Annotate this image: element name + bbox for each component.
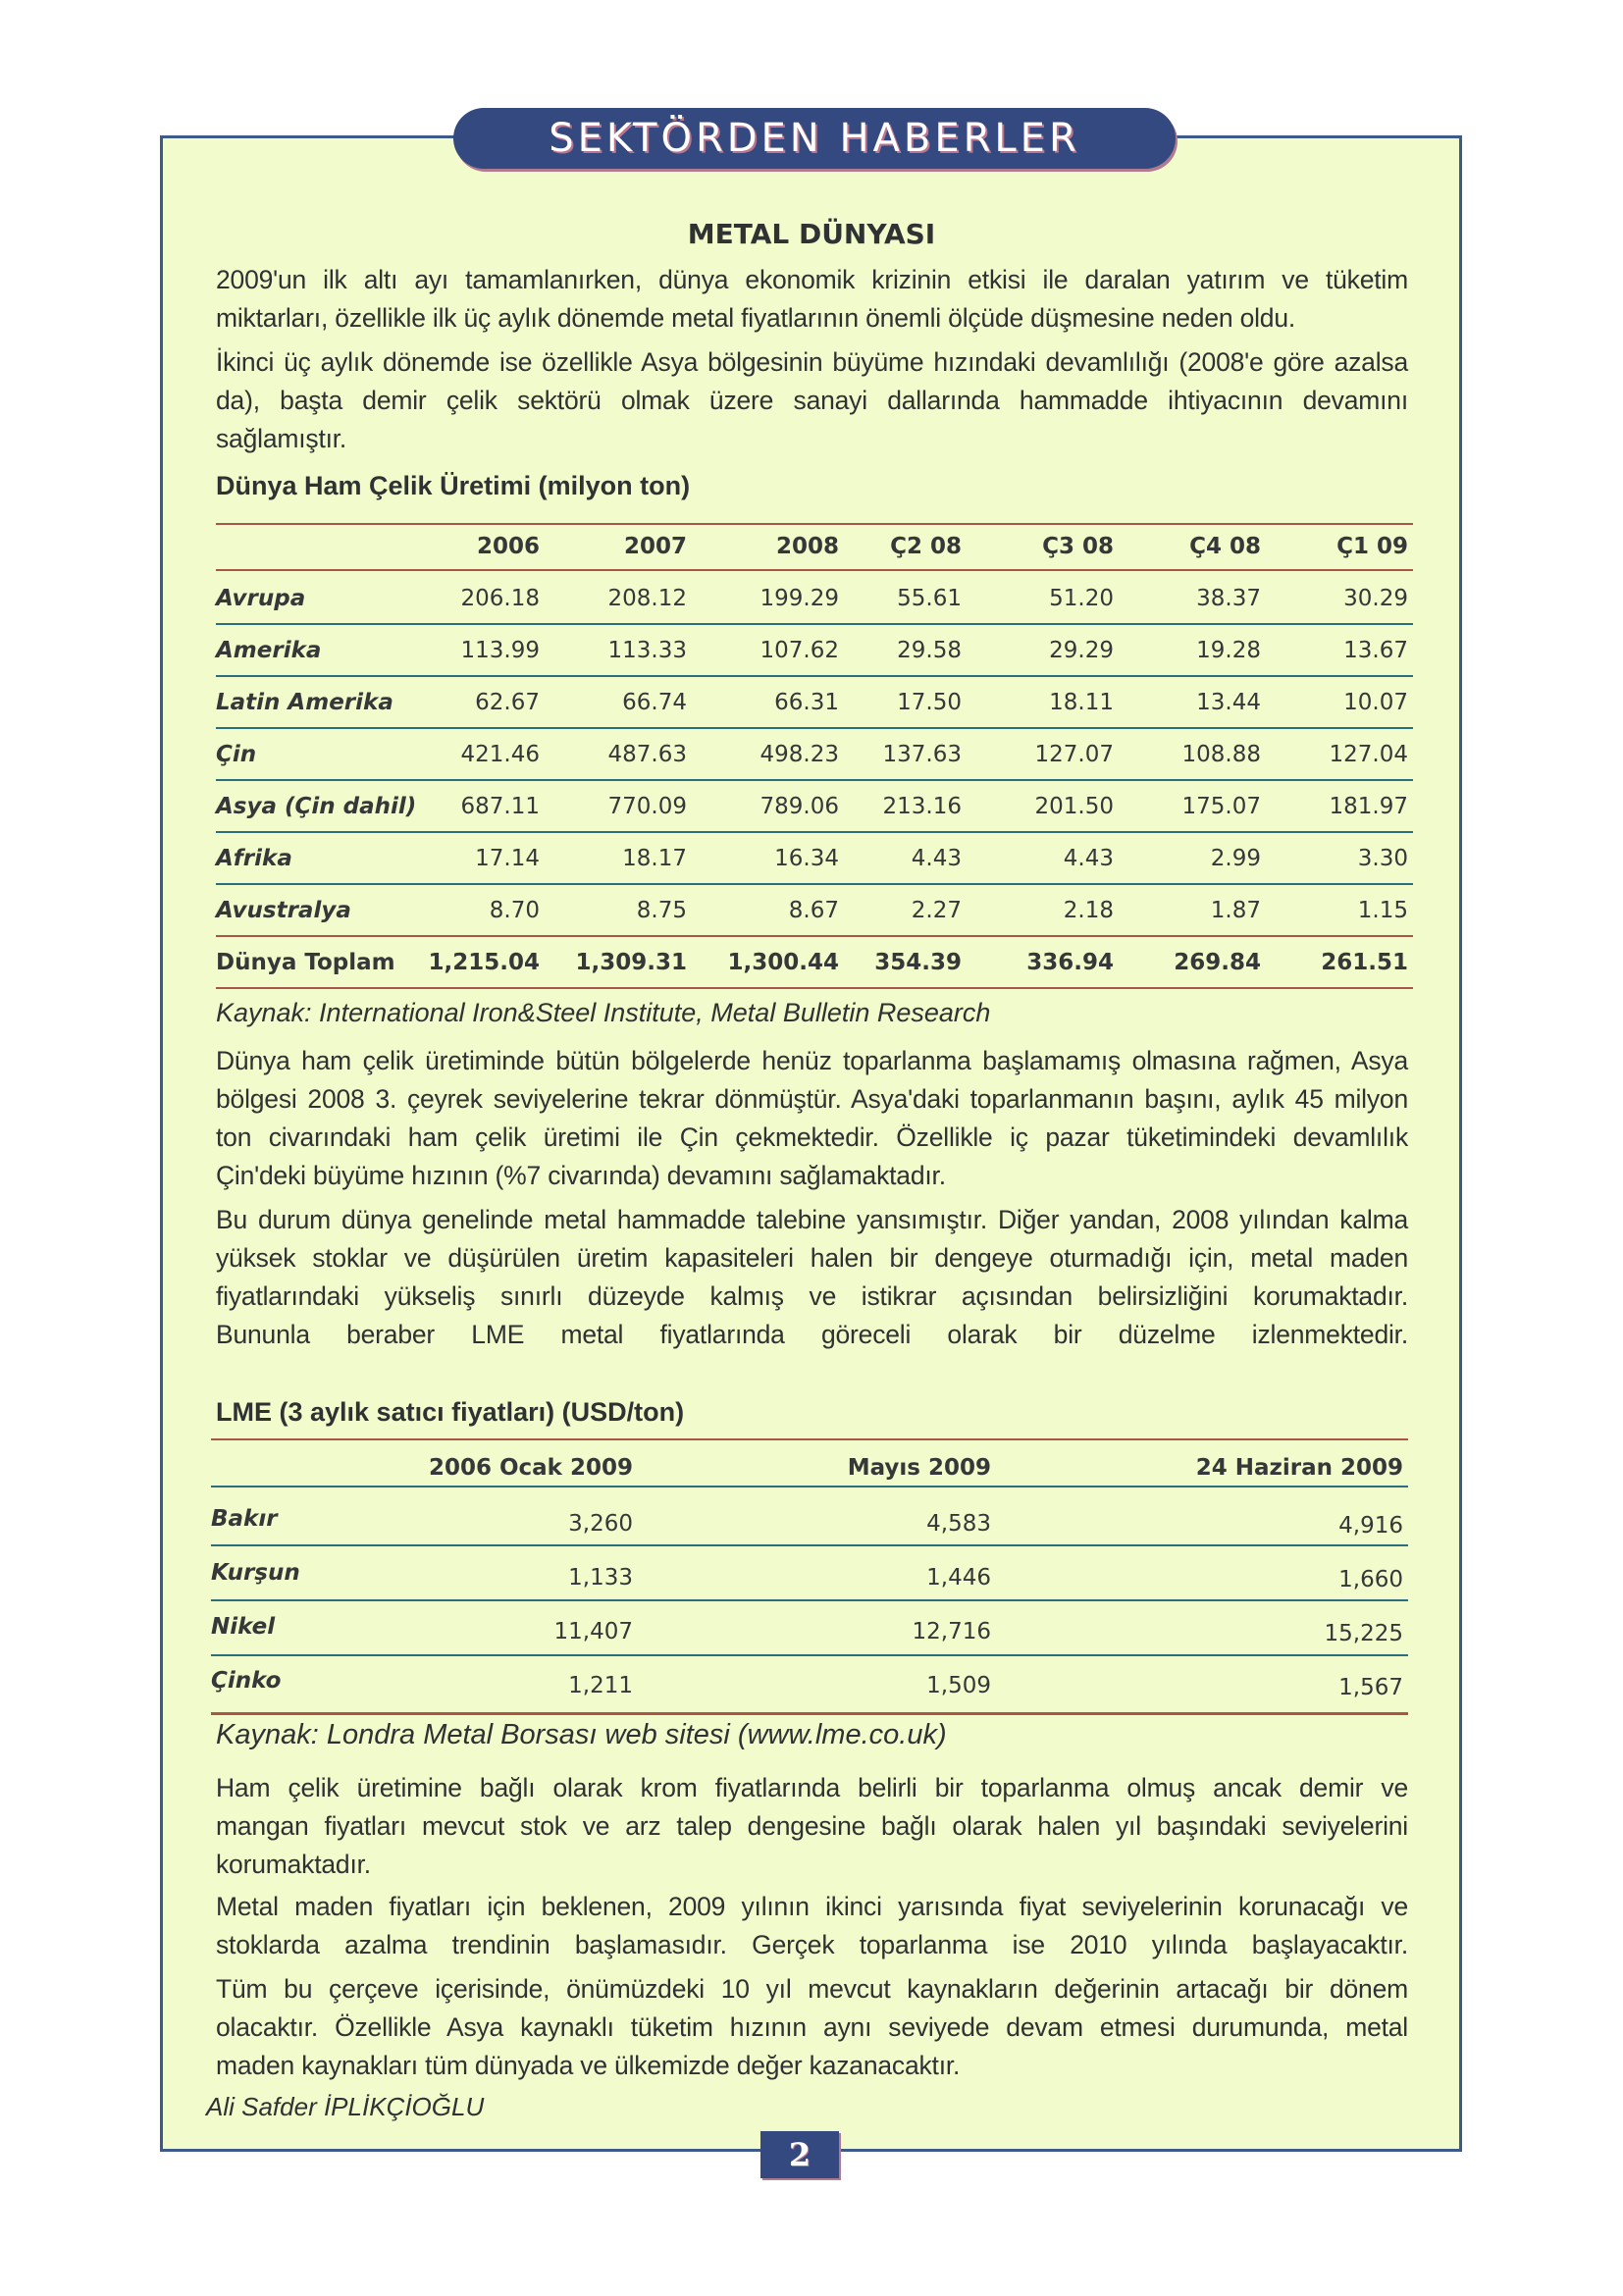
cell-value: 12,716 — [912, 1619, 991, 1644]
cell-value: 1.15 — [1357, 898, 1408, 923]
row-divider — [216, 727, 1413, 729]
cell-value: 201.50 — [1034, 794, 1114, 819]
table-rule — [216, 569, 1413, 571]
table-rule — [211, 1486, 1408, 1487]
text-line: Dünya ham çelik üretiminde bütün bölgelerde henüz toparlanma başlamamış olmasına rağmen, Asya — [216, 1046, 1408, 1075]
cell-value: 15,225 — [1324, 1621, 1403, 1646]
cell-value: 16.34 — [774, 846, 839, 871]
cell-value: 770.09 — [607, 794, 687, 819]
cell-value: 261.51 — [1321, 950, 1408, 975]
text-line: sağlamıştır. — [216, 424, 347, 453]
text-line: da), başta demir çelik sektörü olmak üzere sanayi dallarında hammadde ihtiyacının devamını — [216, 386, 1408, 415]
cell-value: 8.70 — [489, 898, 540, 923]
cell-value: 4,583 — [926, 1511, 991, 1537]
cell-value: 29.58 — [897, 638, 962, 663]
text-line: olacaktır. Özellikle Asya kaynaklı tüketim hızının aynı seviyede devam etmesi durumunda, metal — [216, 2012, 1408, 2042]
row-divider — [211, 1654, 1408, 1656]
cell-value: 269.84 — [1174, 950, 1261, 975]
cell-value: 10.07 — [1343, 690, 1408, 715]
cell-value: 687.11 — [460, 794, 540, 819]
text-line: Metal maden fiyatları için beklenen, 2009 yılının ikinci yarısında fiyat seviyelerinin korunacağı ve — [216, 1892, 1408, 1921]
cell-value: 17.50 — [897, 690, 962, 715]
cell-value: 421.46 — [460, 742, 540, 767]
cell-value: 18.17 — [622, 846, 687, 871]
cell-value: 3,260 — [568, 1511, 633, 1537]
text-line: miktarları, özellikle ilk üç aylık dönemde metal fiyatlarının önemli ölçüde düşmesine neden oldu. — [216, 303, 1296, 333]
text-line: fiyatlarındaki yükseliş sınırlı düzeyde kalmış ve istikrar açısından belirsizliğini korumaktadır. — [216, 1281, 1408, 1311]
steel-table-title: Dünya Ham Çelik Üretimi (milyon ton) — [216, 471, 691, 500]
row-label: Asya (Çin dahil) — [216, 794, 417, 819]
cell-value: 127.07 — [1034, 742, 1114, 767]
lme-table-title: LME (3 aylık satıcı fiyatları) (USD/ton) — [216, 1397, 685, 1427]
row-divider — [216, 935, 1413, 937]
cell-value: 206.18 — [460, 586, 540, 611]
cell-value: 175.07 — [1181, 794, 1261, 819]
row-label: Nikel — [211, 1614, 276, 1640]
cell-value: 789.06 — [759, 794, 839, 819]
text-line: 2009'un ilk altı ayı tamamlanırken, dünya ekonomik krizinin etkisi ile daralan yatırım ve tüketim — [216, 265, 1408, 294]
section-banner — [453, 108, 1176, 169]
cell-value: 498.23 — [759, 742, 839, 767]
row-divider — [216, 831, 1413, 833]
cell-value: 8.75 — [636, 898, 687, 923]
cell-value: 13.67 — [1343, 638, 1408, 663]
row-label: Amerika — [216, 638, 322, 663]
lme-table-source: Kaynak: Londra Metal Borsası web sitesi (www.lme.co.uk) — [216, 1719, 947, 1750]
cell-value: 1,660 — [1338, 1567, 1403, 1592]
cell-value: 8.67 — [788, 898, 839, 923]
cell-value: 1,446 — [926, 1565, 991, 1591]
closing-paragraph-2 — [216, 1888, 1408, 1964]
cell-value: 2.27 — [911, 898, 962, 923]
cell-value: 4.43 — [1063, 846, 1114, 871]
closing-paragraph-3 — [216, 1970, 1408, 2085]
closing-paragraph-1 — [216, 1769, 1408, 1884]
cell-value: 18.11 — [1049, 690, 1114, 715]
text-line: Tüm bu çerçeve içerisinde, önümüzdeki 10 yıl mevcut kaynakların değerinin artacağı bir dönem — [216, 1974, 1408, 2004]
row-label: Bakır — [211, 1506, 278, 1532]
cell-value: 66.31 — [774, 690, 839, 715]
text-line: bölgesi 2008 3. çeyrek seviyelerine tekrar dönmüştür. Asya'daki toparlanmanın başını, aylık 45 milyon — [216, 1084, 1408, 1114]
cell-value: 38.37 — [1196, 586, 1261, 611]
middle-paragraph-1 — [216, 1042, 1408, 1195]
article-title: METAL DÜNYASI — [687, 218, 936, 250]
column-header: 2006 Ocak 2009 — [428, 1455, 633, 1481]
cell-value: 4,916 — [1338, 1513, 1403, 1539]
row-divider — [216, 779, 1413, 781]
row-divider — [216, 987, 1413, 989]
row-divider — [211, 1599, 1408, 1601]
cell-value: 107.62 — [759, 638, 839, 663]
row-divider — [216, 883, 1413, 885]
text-line: stoklarda azalma trendinin başlamasıdır. Gerçek toparlanma ise 2010 yılında başlayacaktır. — [216, 1930, 1408, 1959]
text-line: yüksek stoklar ve düşürülen üretim kapasiteleri halen bir dengeye oturmadığı için, metal maden — [216, 1243, 1408, 1273]
text-line: ton civarındaki ham çelik üretimi ile Çin çekmektedir. Özellikle iç pazar tüketimindeki devamlılık — [216, 1122, 1408, 1152]
row-label: Latin Amerika — [216, 690, 393, 715]
column-header: Ç1 09 — [1336, 534, 1408, 559]
cell-value: 1,309.31 — [575, 950, 687, 975]
cell-value: 30.29 — [1343, 586, 1408, 611]
cell-value: 113.99 — [460, 638, 540, 663]
row-label: Dünya Toplam — [216, 950, 395, 975]
intro-paragraph — [216, 261, 1408, 338]
column-header: Ç4 08 — [1189, 534, 1261, 559]
author-signature: Ali Safder İPLİKÇİOĞLU — [206, 2092, 485, 2121]
cell-value: 2.18 — [1063, 898, 1114, 923]
cell-value: 17.14 — [475, 846, 540, 871]
cell-value: 1,215.04 — [428, 950, 540, 975]
row-label: Avrupa — [216, 586, 306, 611]
text-line: Çin'deki büyüme hızının (%7 civarında) devamını sağlamaktadır. — [216, 1161, 946, 1190]
cell-value: 208.12 — [607, 586, 687, 611]
cell-value: 1,509 — [926, 1673, 991, 1698]
column-header: 24 Haziran 2009 — [1195, 1455, 1403, 1481]
cell-value: 4.43 — [911, 846, 962, 871]
cell-value: 127.04 — [1329, 742, 1408, 767]
cell-value: 19.28 — [1196, 638, 1261, 663]
row-label: Kurşun — [211, 1560, 300, 1586]
page-number-badge — [760, 2131, 839, 2178]
row-divider — [216, 623, 1413, 625]
cell-value: 51.20 — [1049, 586, 1114, 611]
cell-value: 336.94 — [1026, 950, 1114, 975]
column-header: Ç3 08 — [1042, 534, 1114, 559]
cell-value: 137.63 — [882, 742, 962, 767]
row-divider — [216, 675, 1413, 677]
text-line: mangan fiyatları mevcut stok ve arz talep dengesine bağlı olarak halen yıl başındaki seviyelerini — [216, 1811, 1408, 1841]
steel-table-source: Kaynak: International Iron&Steel Institute, Metal Bulletin Research — [216, 998, 991, 1027]
cell-value: 113.33 — [607, 638, 687, 663]
cell-value: 354.39 — [874, 950, 962, 975]
row-label: Avustralya — [216, 898, 351, 923]
text-line: İkinci üç aylık dönemde ise özellikle Asya bölgesinin büyüme hızındaki devamlılığı (2008'e göre azalsa — [216, 347, 1408, 377]
text-line: Bununla beraber LME metal fiyatlarında göreceli olarak bir düzelme izlenmektedir. — [216, 1320, 1408, 1349]
cell-value: 213.16 — [882, 794, 962, 819]
cell-value: 108.88 — [1181, 742, 1261, 767]
row-label: Afrika — [216, 846, 292, 871]
cell-value: 55.61 — [897, 586, 962, 611]
row-divider — [211, 1712, 1408, 1715]
row-label: Çinko — [211, 1668, 282, 1694]
table-rule — [216, 523, 1413, 525]
cell-value: 1,300.44 — [727, 950, 839, 975]
cell-value: 66.74 — [622, 690, 687, 715]
cell-value: 1.87 — [1210, 898, 1261, 923]
cell-value: 3.30 — [1357, 846, 1408, 871]
page-number: 2 — [788, 2136, 812, 2173]
cell-value: 199.29 — [759, 586, 839, 611]
cell-value: 487.63 — [607, 742, 687, 767]
text-line: Ham çelik üretimine bağlı olarak krom fiyatlarında belirli bir toparlanma olmuş ancak demir ve — [216, 1773, 1408, 1802]
middle-paragraph-2 — [216, 1201, 1408, 1354]
table-rule — [211, 1438, 1408, 1440]
intro-paragraph-2 — [216, 343, 1408, 458]
cell-value: 1,567 — [1338, 1675, 1403, 1700]
column-header: 2006 — [476, 534, 540, 559]
cell-value: 1,211 — [568, 1673, 633, 1698]
cell-value: 1,133 — [568, 1565, 633, 1591]
cell-value: 13.44 — [1196, 690, 1261, 715]
section-banner-title: SEKTÖRDEN HABERLER — [549, 116, 1080, 161]
column-header: Mayıs 2009 — [847, 1455, 991, 1481]
row-label: Çin — [216, 742, 257, 767]
cell-value: 62.67 — [475, 690, 540, 715]
cell-value: 29.29 — [1049, 638, 1114, 663]
cell-value: 181.97 — [1329, 794, 1408, 819]
column-header: 2007 — [623, 534, 687, 559]
row-divider — [211, 1544, 1408, 1546]
cell-value: 2.99 — [1210, 846, 1261, 871]
column-header: Ç2 08 — [890, 534, 962, 559]
cell-value: 11,407 — [553, 1619, 633, 1644]
text-line: maden kaynakları tüm dünyada ve ülkemizde değer kazanacaktır. — [216, 2051, 961, 2080]
text-line: Bu durum dünya genelinde metal hammadde talebine yansımıştır. Diğer yandan, 2008 yılından kalma — [216, 1205, 1408, 1234]
column-header: 2008 — [775, 534, 839, 559]
text-line: korumaktadır. — [216, 1850, 371, 1879]
